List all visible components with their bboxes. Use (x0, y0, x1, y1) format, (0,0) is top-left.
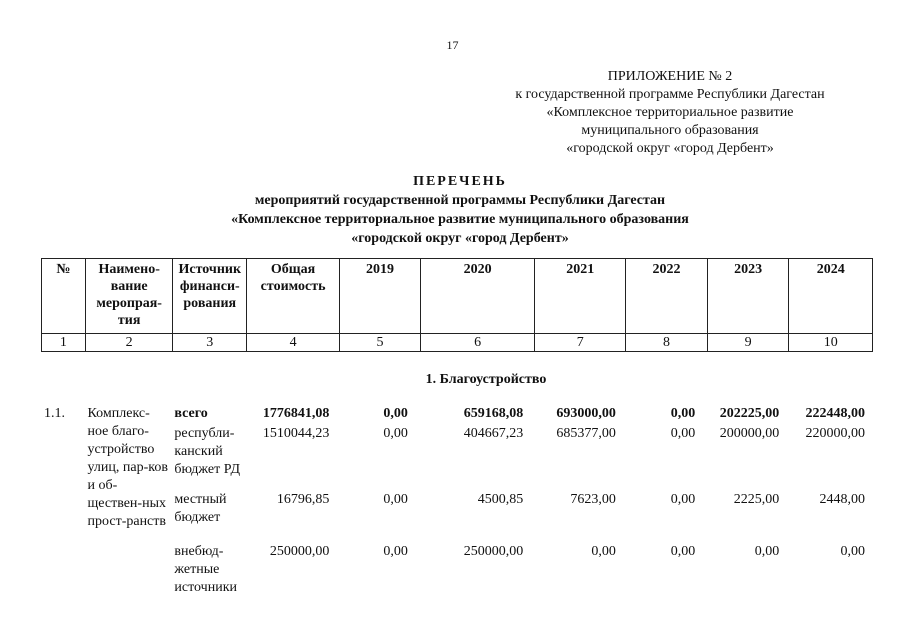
col-header-number: № (42, 259, 86, 334)
column-number: 5 (340, 334, 421, 352)
value-cell: 685377,00 (556, 426, 616, 441)
heading-line: мероприятий государственной программы Республики Дагестан (254, 193, 666, 208)
column-number: 4 (247, 334, 340, 352)
value-cell: 0,00 (840, 544, 865, 559)
appendix-line: «городской округ «город Дербент» (566, 141, 774, 156)
col-header-name: Наимено-вание меропрая-тия (85, 259, 173, 334)
col-header-year: 2022 (626, 259, 708, 334)
value-cell: 2225,00 (733, 492, 780, 507)
table-row (41, 402, 873, 425)
value-cell: 1510044,23 (262, 426, 330, 441)
heading-title: ПЕРЕЧЕНЬ (413, 174, 507, 189)
value-cell: 404667,23 (463, 426, 524, 441)
appendix-title: ПРИЛОЖЕНИЕ № 2 (607, 69, 733, 84)
col-header-year: 2024 (789, 259, 873, 334)
item-name: Комплекс-ное благо-устройство улиц, пар-ков и об-ществен-ных прост-ранств (87, 406, 168, 529)
value-cell: 1776841,08 (262, 406, 330, 421)
source-label: всего (174, 406, 208, 421)
value-cell: 220000,00 (805, 426, 865, 441)
value-cell: 0,00 (383, 544, 408, 559)
column-number: 2 (85, 334, 173, 352)
appendix-line: муниципального образования (581, 123, 759, 138)
value-cell: 0,00 (670, 406, 696, 421)
document-heading (160, 172, 760, 248)
appendix-line: «Комплексное территориальное развитие (546, 105, 794, 120)
col-header-source: Источник финанси-рования (173, 259, 247, 334)
value-cell: 7623,00 (570, 492, 616, 507)
value-cell: 0,00 (383, 492, 408, 507)
appendix-block (470, 68, 870, 158)
value-cell: 659168,08 (463, 406, 524, 421)
column-number: 6 (420, 334, 535, 352)
value-cell: 693000,00 (556, 406, 616, 421)
appendix-line: к государственной программе Республики Дагестан (515, 87, 825, 102)
value-cell: 0,00 (383, 406, 408, 421)
value-cell: 202225,00 (719, 406, 780, 421)
source-label: местный бюджет (174, 492, 227, 525)
value-cell: 0,00 (670, 544, 696, 559)
section-title: 1. Благоустройство (425, 372, 547, 387)
value-cell: 2448,00 (819, 492, 865, 507)
value-cell: 16796,85 (276, 492, 330, 507)
value-cell: 0,00 (670, 426, 696, 441)
value-cell: 250000,00 (463, 544, 524, 559)
heading-line: «городской округ «город Дербент» (351, 231, 569, 246)
column-number: 7 (535, 334, 626, 352)
data-table (41, 402, 873, 601)
source-label: внебюд-жетные источники (174, 544, 237, 595)
table-header (41, 258, 873, 352)
value-cell: 0,00 (383, 426, 408, 441)
col-header-year: 2023 (707, 259, 789, 334)
value-cell: 0,00 (670, 492, 696, 507)
col-header-year: 2021 (535, 259, 626, 334)
value-cell: 0,00 (591, 544, 616, 559)
col-header-total: Общая стоимость (247, 259, 340, 334)
value-cell: 0,00 (754, 544, 780, 559)
column-number: 1 (42, 334, 86, 352)
page-number: 17 (446, 38, 459, 52)
col-header-year: 2019 (340, 259, 421, 334)
heading-line: «Комплексное территориальное развитие муниципального образования (231, 212, 689, 227)
source-label: республи-канский бюджет РД (174, 426, 240, 477)
item-code: 1.1. (44, 406, 65, 421)
col-header-year: 2020 (420, 259, 535, 334)
value-cell: 250000,00 (269, 544, 330, 559)
value-cell: 200000,00 (719, 426, 780, 441)
column-number: 8 (626, 334, 708, 352)
column-number: 3 (173, 334, 247, 352)
column-number: 9 (707, 334, 789, 352)
value-cell: 4500,85 (477, 492, 524, 507)
value-cell: 222448,00 (805, 406, 865, 421)
column-number: 10 (789, 334, 873, 352)
